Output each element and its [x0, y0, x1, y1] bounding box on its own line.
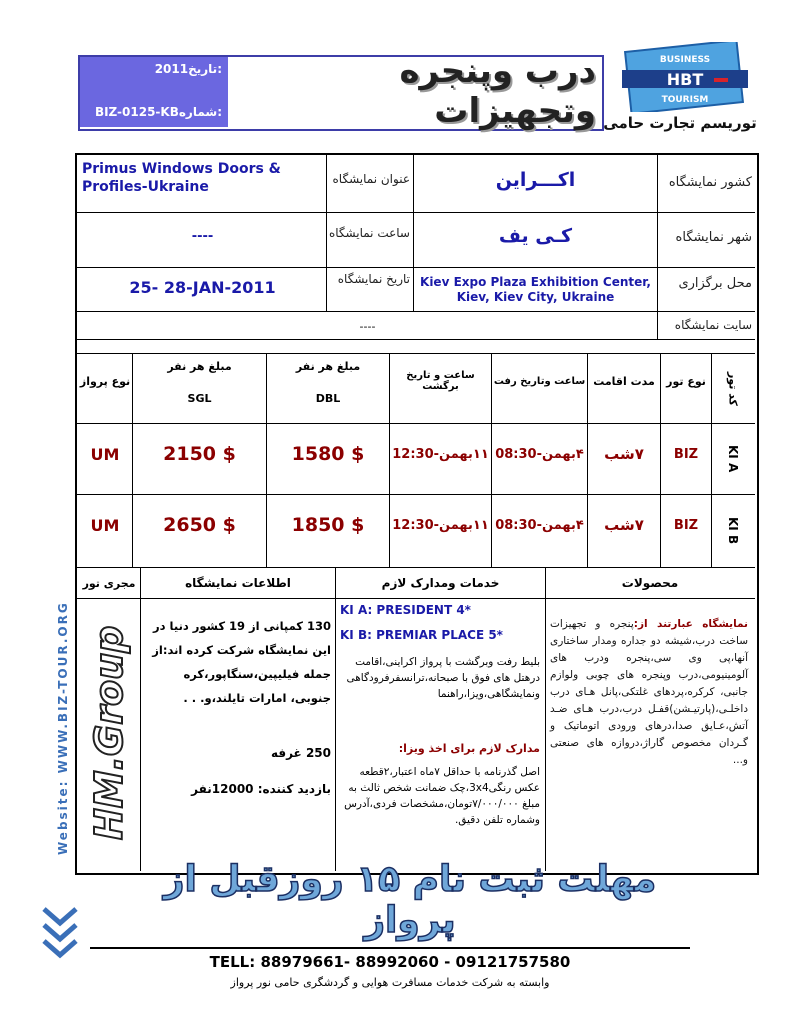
products-header: محصولات [621, 576, 679, 590]
logo-bottom: TOURISM [661, 95, 709, 105]
row-a-flight: UM [90, 444, 120, 464]
chevron-down-icon [40, 905, 80, 965]
row-a-dbl: 1580 $ [291, 443, 365, 465]
col-dbl: DBL [315, 392, 341, 405]
venue-line-2: Kiev, Kiev City, Ukraine [456, 290, 615, 304]
logo-top: BUSINESS [659, 55, 711, 65]
header-meta [80, 57, 228, 127]
row-a-depart: ۴بهمن-08:30 [495, 446, 584, 462]
country-value: اکـــراین [495, 169, 576, 191]
website-side-text [52, 520, 72, 860]
company-name: توریسم تجارت حامی [603, 114, 757, 132]
row-b-code: KI B [726, 517, 740, 545]
hours-value: ---- [191, 228, 214, 244]
country-label: کشور نمایشگاه [668, 175, 752, 190]
exhibit-header: اطلاعات نمایشگاه [185, 576, 291, 590]
site-label: سایت نمایشگاه [674, 318, 752, 332]
phone-numbers: TELL: 88979661- 88992060 - 09121757580 [209, 953, 571, 971]
hbt-logo [610, 42, 760, 112]
site-value: ---- [359, 319, 376, 333]
row-a-return: ۱۱بهمن-12:30 [392, 446, 489, 462]
hotel-b: KI B: PREMIAR PLACE 5* [340, 628, 503, 642]
col-depart: ساعت وتاریخ رفت [493, 375, 586, 387]
row-b-sgl: 2650 $ [163, 514, 236, 536]
products-body: پنجره و تجهیزات ساخت درب،شیشه دو جداره ومدار ساختاری آنها،پی وی سی،پنجره ودرب های آلومینیومی،درب وپنجره های چوبی ولوازم جانبی، کرکره،پردهای غلتکی،پانل هـای درب داخلـی،(پارتیـشن)قفـل درب،درب هـای ضـد آتش،عـایق صدا،درهای ورودی اتوماتیک و گـردان مخصوص گاراژ،دروازه های صنعتی و... [550, 618, 748, 766]
col-code: کد تور [726, 372, 740, 406]
number-value: BIZ-0125-KB [94, 105, 179, 119]
page-title: درب وپنجره وتجهیزات [399, 51, 596, 131]
services-text: بلیط رفت وبرگشت با پرواز اکراینی،اقامت درهتل های فوق با صبحانه،ترانسفرفرودگاهی ونمایشگاهی،ویزا،راهنما [346, 656, 540, 700]
date-value: 2011 [154, 62, 189, 76]
col-flight: نوع پرواز [79, 374, 131, 388]
visa-text: اصل گذرنامه با حداقل ۷ماه اعتبار،۲قطعه عکس رنگی3x4،چک ضمانت شخص ثالث به مبلغ ۷/۰۰۰/۰۰۰تومان،مشخصات فردی،آدرس وشماره تلفن دقیق. [344, 766, 540, 826]
row-a-code: KI A [726, 445, 740, 473]
deadline-banner: مهلت ثبت نام ۱۵ روزقبل از پرواز [163, 859, 657, 941]
title-label: عنوان نمایشگاه [332, 172, 410, 186]
logo-middle: HBT [666, 70, 704, 89]
title-value: Primus Windows Doors & Profiles-Ukraine [82, 161, 281, 195]
city-value: کـی یف [498, 225, 573, 247]
booths: 250 غرفه [270, 746, 331, 760]
exhibit-text: 130 کمپانی از 19 کشور دنیا در این نمایشگاه شرکت کرده اند:از جمله فیلیپین،سنگاپور،کره جنوبی، امارات تایلند،و. . . [152, 619, 331, 705]
venue-value [414, 275, 657, 305]
operator-name: HM.Group [87, 625, 131, 840]
hotel-a: KI A: PRESIDENT 4* [340, 603, 471, 617]
footer-divider [90, 947, 690, 949]
number-line [95, 105, 222, 119]
products-lead: نمایشگاه عبارتند از: [633, 618, 748, 630]
row-b-stay: ۷شب [604, 516, 644, 534]
row-a-sgl: 2150 $ [163, 443, 236, 465]
date-line [155, 62, 222, 76]
col-pp-dbl: مبلغ هر نفر [295, 360, 361, 373]
row-b-flight: UM [90, 515, 120, 535]
col-stay: مدت اقامت [593, 374, 655, 388]
col-return: ساعت و تاریخ برگشت [406, 370, 475, 392]
col-sgl: SGL [187, 392, 212, 405]
hm-group-logo [82, 590, 138, 850]
row-b-dbl: 1850 $ [291, 514, 365, 536]
row-b-depart: ۴بهمن-08:30 [495, 517, 584, 533]
number-label: شماره: [178, 105, 222, 119]
row-a-type: BIZ [673, 446, 699, 462]
row-b-type: BIZ [673, 517, 699, 533]
operator-header: مجری تور [82, 576, 136, 590]
venue-label: محل برگزاری [678, 276, 752, 291]
hours-label: ساعت نمایشگاه [328, 226, 410, 240]
col-tour-type: نوع تور [666, 374, 706, 388]
date-label-field: تاریخ نمایشگاه [337, 272, 410, 286]
affiliation: وابسته به شرکت خدمات مسافرت هوایی و گردشگری حامی نور پرواز [230, 976, 550, 989]
visitors: بازدید کننده: 12000نفر [191, 782, 331, 796]
row-a-stay: ۷شب [604, 445, 644, 463]
date-label: تاریخ: [188, 62, 222, 76]
venue-line-1: Kiev Expo Plaza Exhibition Center, [420, 275, 651, 289]
row-b-return: ۱۱بهمن-12:30 [392, 517, 489, 533]
services-header: خدمات ومدارک لازم [381, 576, 500, 590]
visa-header: مدارک لازم برای اخذ ویزا: [398, 742, 540, 755]
city-label: شهر نمایشگاه [675, 230, 752, 245]
col-pp-sgl: مبلغ هر نفر [167, 360, 232, 373]
website: Website: WWW.BIZ-TOUR.ORG [56, 601, 70, 855]
products-text [550, 616, 748, 769]
exhibit-date-value: 25- 28-JAN-2011 [129, 277, 276, 297]
